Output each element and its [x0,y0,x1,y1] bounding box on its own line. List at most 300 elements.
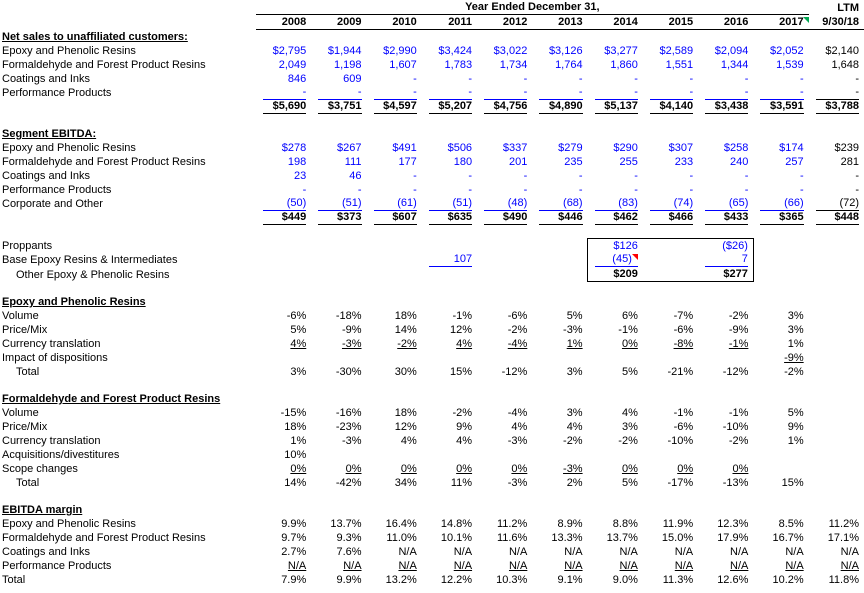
m-formaldehyde-label: Formaldehyde and Forest Product Resins [2,532,206,544]
ns-performance-cell-7: - [643,86,698,100]
ff-acquisitions-cell-9 [753,448,808,462]
ff-price-mix-cell-2: 12% [394,421,417,433]
eb-performance-cell-3: - [468,184,473,196]
other-epoxy-cell-7 [643,267,698,282]
spacer-2 [0,225,864,239]
segment-ebitda-section-cell-7 [643,127,698,141]
ns-epoxy-cell-7: $2,589 [659,45,694,57]
eb-performance-cell-8: - [744,184,749,196]
year-header-2015: 2015 [643,15,698,30]
ep-dispositions-cell-5 [532,351,587,365]
ff-volume-cell-6: 4% [621,407,638,419]
ebitda-margin-section-cell-2 [367,503,422,517]
epoxy-pct-section [0,295,864,309]
eb-formaldehyde-cell-10: 281 [840,156,859,168]
ns-total-cell-9: $3,591 [753,100,808,114]
proppants-cell-5 [532,239,587,254]
eb-total-cell-7: $466 [643,211,698,225]
ns-epoxy-cell-6: $3,277 [604,45,638,57]
ep-total-cell-0: 3% [290,366,307,378]
other-epoxy-cell-1 [311,267,366,282]
epoxy-pct-section-label: Epoxy and Phenolic Resins [2,296,146,308]
ff-scope-cell-0: 0% [290,463,307,475]
m-epoxy-cell-2: 16.4% [385,518,417,530]
eb-epoxy-cell-7: $307 [668,142,694,154]
ff-scope-cell-2: 0% [400,463,417,475]
eb-formaldehyde-cell-2: 177 [398,156,417,168]
ns-performance-cell-9: - [753,86,808,100]
m-total-label: Total [2,574,26,586]
m-performance-cell-9: N/A [785,560,804,572]
base-epoxy-cell-6: (45) [588,253,643,267]
ns-formaldehyde-cell-3: 1,783 [444,59,473,71]
ns-performance-cell-6: - [588,86,643,100]
ns-performance-label: Performance Products [2,87,112,99]
ep-volume-cell-4: -6% [507,310,528,322]
m-formaldehyde-cell-8: 17.9% [717,532,749,544]
eb-performance-cell-1: - [357,184,362,196]
epoxy-pct-section-cell-5 [532,295,587,309]
segment-ebitda-section [0,127,864,141]
eb-formaldehyde-cell-7: 233 [674,156,694,168]
ff-price-mix-cell-9: 9% [787,421,804,433]
m-total-cell-7: 11.3% [662,574,694,586]
m-coatings-cell-1: 7.6% [336,546,362,558]
eb-performance-cell-5: - [578,184,583,196]
m-performance-cell-0: N/A [287,560,307,572]
year-header-2014: 2014 [588,15,643,30]
segment-ebitda-section-cell-9 [753,127,808,141]
net-sales-section-cell-5 [532,30,587,45]
ns-performance-cell-0: - [256,86,311,100]
eb-corporate-cell-2: (61) [367,197,422,211]
ns-total [0,100,864,114]
ff-total [0,476,864,490]
ebitda-margin-section-label: EBITDA margin [2,504,83,516]
ff-currency-cell-1: -3% [341,435,362,447]
proppants-cell-10 [809,239,864,254]
ns-coatings-cell-6: - [634,73,638,85]
m-epoxy-cell-10: 11.2% [828,518,859,530]
ebitda-margin-section-cell-3 [422,503,477,517]
m-formaldehyde-cell-2: 11.0% [386,532,417,544]
segment-ebitda-section-cell-4 [477,127,532,141]
ns-coatings-cell-8: - [744,73,749,85]
ep-volume-cell-7: -7% [673,310,694,322]
ep-dispositions-cell-3 [422,351,477,365]
m-formaldehyde-cell-10: 17.1% [827,532,859,544]
ns-epoxy-cell-8: $2,094 [714,45,749,57]
eb-coatings-cell-9: - [799,170,804,182]
eb-epoxy-cell-5: $279 [558,142,583,154]
proppants-cell-9 [753,239,808,254]
m-epoxy-cell-3: 14.8% [440,518,473,530]
ep-total-cell-5: 3% [566,366,583,378]
ff-pct-section-cell-5 [532,392,587,406]
m-total-cell-3: 12.2% [440,574,473,586]
ns-coatings-cell-10: - [855,73,859,85]
ltm-date-header: 9/30/18 [809,15,864,30]
ns-formaldehyde [0,58,864,72]
ff-acquisitions-cell-6 [588,448,643,462]
ep-volume-cell-5: 5% [566,310,583,322]
m-performance-cell-10: N/A [840,560,859,572]
segment-ebitda-section-cell-5 [532,127,587,141]
ns-total-cell-10: $3,788 [809,100,864,114]
ns-total-cell-5: $4,890 [532,100,587,114]
base-epoxy-cell-2 [367,253,422,267]
m-epoxy-cell-7: 11.9% [662,518,694,530]
m-performance-cell-6: N/A [619,560,638,572]
net-sales-section-cell-0 [256,30,311,45]
eb-corporate-cell-9: (66) [753,197,808,211]
eb-formaldehyde-cell-6: 255 [619,156,638,168]
ep-price-mix [0,323,864,337]
eb-performance-cell-0: - [302,184,307,196]
ns-formaldehyde-cell-5: 1,764 [555,59,583,71]
proppants-cell-7 [643,239,698,254]
m-coatings-cell-8: N/A [730,546,749,558]
eb-corporate-label: Corporate and Other [2,198,103,210]
other-epoxy-cell-5 [532,267,587,282]
eb-performance [0,183,864,197]
ep-currency-cell-7: -8% [673,338,694,350]
eb-coatings-cell-3: - [468,170,473,182]
ff-pct-section-cell-4 [477,392,532,406]
m-performance-cell-3: N/A [453,560,473,572]
m-formaldehyde-cell-6: 13.7% [606,532,638,544]
ns-performance-cell-4: - [477,86,532,100]
eb-epoxy-label: Epoxy and Phenolic Resins [2,142,136,154]
eb-corporate-cell-10: (72) [809,197,864,211]
eb-coatings-cell-2: - [413,170,417,182]
eb-total-cell-6: $462 [588,211,643,225]
ff-scope-cell-5: -3% [563,463,583,475]
ff-total-cell-3: 11% [450,477,473,489]
ep-volume-cell-6: 6% [621,310,638,322]
eb-total-cell-8: $433 [698,211,753,225]
ff-currency-cell-0: 1% [290,435,307,447]
ebitda-margin-section-cell-1 [311,503,366,517]
m-epoxy-cell-9: 8.5% [778,518,804,530]
eb-total-cell-5: $446 [532,211,587,225]
ebitda-margin-section-cell-7 [643,503,698,517]
ep-currency-cell-8: -1% [728,338,749,350]
proppants-cell-1 [311,239,366,254]
m-performance-cell-4: N/A [508,560,528,572]
eb-coatings-cell-10: - [855,170,859,182]
ff-price-mix-cell-10 [809,420,864,434]
eb-corporate [0,197,864,211]
ep-price-mix-cell-0: 5% [290,324,307,336]
ff-scope-cell-9 [753,462,808,476]
ep-price-mix-cell-9: 3% [787,324,804,336]
ep-volume-cell-8: -2% [728,310,749,322]
segment-ebitda-section-cell-0 [256,127,311,141]
ff-scope-cell-10 [809,462,864,476]
ns-formaldehyde-cell-4: 1,734 [499,59,528,71]
eb-epoxy-cell-4: $337 [502,142,528,154]
eb-formaldehyde-cell-9: 257 [785,156,804,168]
eb-coatings-cell-0: 23 [294,170,307,182]
m-performance [0,559,864,573]
ep-dispositions-cell-2 [367,351,422,365]
ff-pct-section-label: Formaldehyde and Forest Product Resins [2,393,221,405]
base-epoxy-cell-4 [477,253,532,267]
ff-scope-cell-1: 0% [345,463,362,475]
ff-volume-cell-10 [809,406,864,420]
m-coatings-cell-3: N/A [453,546,473,558]
ep-currency-cell-4: -4% [507,338,528,350]
ns-epoxy-cell-9: $2,052 [770,45,804,57]
m-formaldehyde-cell-4: 11.6% [496,532,528,544]
epoxy-pct-section-cell-2 [367,295,422,309]
eb-total-cell-2: $607 [367,211,422,225]
ff-price-mix-cell-4: 4% [511,421,528,433]
ff-currency-cell-9: 1% [787,435,804,447]
ep-currency-cell-0: 4% [290,338,307,350]
other-epoxy-cell-10 [809,267,864,282]
ep-price-mix-cell-6: -1% [618,324,638,336]
ff-volume-cell-1: -16% [335,407,362,419]
ns-performance-cell-5: - [532,86,587,100]
ebitda-margin-section-cell-6 [588,503,643,517]
m-coatings-cell-2: N/A [398,546,417,558]
epoxy-pct-section-cell-3 [422,295,477,309]
ep-price-mix-cell-8: -9% [728,324,749,336]
red-note-icon [632,254,638,260]
spacer-3 [0,282,864,296]
spacer-1 [0,114,864,127]
ff-total-cell-10 [809,476,864,490]
eb-epoxy-cell-6: $290 [613,142,638,154]
ns-formaldehyde-cell-0: 2,049 [278,59,307,71]
ep-total-cell-3: 15% [450,366,473,378]
ff-price-mix-cell-0: 18% [284,421,307,433]
other-epoxy [0,267,864,282]
ep-dispositions-cell-10 [809,351,864,365]
ep-price-mix-cell-7: -6% [673,324,694,336]
eb-performance-cell-7: - [689,184,694,196]
ff-currency-cell-2: 4% [400,435,417,447]
proppants-cell-8: ($26) [698,239,753,254]
m-epoxy-cell-4: 11.2% [496,518,528,530]
ep-dispositions-cell-9: -9% [784,352,804,364]
segment-ebitda-section-cell-10 [809,127,864,141]
ff-scope-cell-3: 0% [456,463,473,475]
eb-coatings-cell-7: - [689,170,694,182]
ns-epoxy-cell-1: $1,944 [327,45,362,57]
base-epoxy [0,253,864,267]
net-sales-section-cell-10 [809,30,864,45]
m-coatings-cell-4: N/A [508,546,528,558]
ep-total [0,365,864,379]
m-epoxy-label: Epoxy and Phenolic Resins [2,518,136,530]
net-sales-section-cell-1 [311,30,366,45]
ep-total-cell-8: -12% [722,366,749,378]
spacer-1 [0,114,864,127]
eb-coatings-label: Coatings and Inks [2,170,91,182]
m-total-cell-6: 9.0% [612,574,638,586]
net-sales-section-cell-8 [698,30,753,45]
ep-currency [0,337,864,351]
m-epoxy-cell-0: 9.9% [281,518,307,530]
ns-total-cell-2: $4,597 [367,100,422,114]
ff-acquisitions-cell-5 [532,448,587,462]
m-total-cell-0: 7.9% [281,574,307,586]
epoxy-pct-section-cell-10 [809,295,864,309]
proppants [0,239,864,254]
ff-currency-cell-5: -2% [563,435,583,447]
base-epoxy-cell-3: 107 [422,253,477,267]
ns-formaldehyde-cell-8: 1,344 [720,59,749,71]
ff-pct-section-cell-10 [809,392,864,406]
ep-price-mix-cell-4: -2% [507,324,528,336]
ff-total-cell-2: 34% [394,477,417,489]
eb-formaldehyde-cell-0: 198 [287,156,307,168]
segment-ebitda-section-label: Segment EBITDA: [2,128,97,140]
year-header-2012: 2012 [477,15,532,30]
ebitda-margin-section-cell-10 [809,503,864,517]
year-header-2008: 2008 [256,15,311,30]
spacer-3 [0,282,864,296]
eb-total-label [0,211,256,225]
ns-performance [0,86,864,100]
header-spacer [0,0,256,15]
ep-currency-cell-6: 0% [621,338,638,350]
base-epoxy-cell-0 [256,253,311,267]
ebitda-margin-section-cell-4 [477,503,532,517]
eb-formaldehyde-cell-3: 180 [453,156,473,168]
ep-price-mix-label: Price/Mix [2,324,48,336]
ns-coatings-cell-3: - [468,73,473,85]
ep-price-mix-cell-10 [809,323,864,337]
ns-performance-cell-3: - [422,86,477,100]
segment-ebitda-section-cell-6 [588,127,643,141]
ep-currency-cell-2: -2% [397,338,417,350]
ep-volume-cell-9: 3% [787,310,804,322]
ep-dispositions-cell-0 [256,351,311,365]
eb-formaldehyde-label: Formaldehyde and Forest Product Resins [2,156,206,168]
eb-coatings [0,169,864,183]
ep-total-cell-6: 5% [621,366,638,378]
ep-price-mix-cell-3: 12% [450,324,473,336]
ns-formaldehyde-cell-2: 1,607 [389,59,417,71]
m-performance-cell-8: N/A [730,560,749,572]
spacer-4 [0,379,864,392]
ns-coatings-cell-2: - [413,73,417,85]
ff-volume-cell-9: 5% [787,407,804,419]
ff-price-mix-cell-5: 4% [566,421,583,433]
ep-dispositions-cell-1 [311,351,366,365]
proppants-cell-3 [422,239,477,254]
year-header-2011: 2011 [422,15,477,30]
epoxy-pct-section-cell-9 [753,295,808,309]
epoxy-pct-section-cell-4 [477,295,532,309]
ep-volume-cell-1: -18% [335,310,362,322]
eb-performance-label: Performance Products [2,184,112,196]
ns-epoxy-cell-0: $2,795 [272,45,307,57]
m-formaldehyde-cell-0: 9.7% [281,532,307,544]
ns-epoxy-cell-2: $2,990 [383,45,417,57]
m-total [0,573,864,587]
m-performance-cell-7: N/A [674,560,694,572]
ebitda-margin-section-cell-8 [698,503,753,517]
header-row-years [0,15,864,30]
ff-price-mix-cell-1: -23% [335,421,362,433]
m-performance-label: Performance Products [2,560,112,572]
ns-total-cell-6: $5,137 [588,100,643,114]
ep-dispositions-cell-7 [643,351,698,365]
ff-volume-cell-3: -2% [452,407,473,419]
ns-total-cell-0: $5,690 [256,100,311,114]
eb-total-cell-9: $365 [753,211,808,225]
eb-corporate-cell-0: (50) [256,197,311,211]
ff-acquisitions-label: Acquisitions/divestitures [2,449,120,461]
ep-price-mix-cell-5: -3% [563,324,583,336]
net-sales-section-cell-7 [643,30,698,45]
epoxy-pct-section-cell-0 [256,295,311,309]
other-epoxy-cell-3 [422,267,477,282]
ff-acquisitions-cell-8 [698,448,753,462]
eb-formaldehyde-cell-8: 240 [730,156,749,168]
m-epoxy-cell-8: 12.3% [717,518,749,530]
eb-total-cell-3: $635 [422,211,477,225]
ns-coatings-cell-4: - [523,73,528,85]
ff-pct-section-cell-0 [256,392,311,406]
eb-epoxy-cell-1: $267 [337,142,362,154]
ep-price-mix-cell-2: 14% [394,324,417,336]
other-epoxy-cell-0 [256,267,311,282]
ff-total-cell-5: 2% [566,477,583,489]
ff-acquisitions-cell-3 [422,448,477,462]
ff-currency [0,434,864,448]
m-performance-cell-5: N/A [564,560,583,572]
epoxy-pct-section-cell-8 [698,295,753,309]
ep-total-label: Total [16,366,40,378]
m-performance-cell-2: N/A [398,560,417,572]
ff-total-label: Total [16,477,40,489]
ff-acquisitions [0,448,864,462]
net-sales-section-label: Net sales to unaffiliated customers: [2,31,188,43]
ff-acquisitions-cell-0: 10% [284,449,307,461]
ns-total-cell-4: $4,756 [477,100,532,114]
ns-performance-cell-2: - [367,86,422,100]
eb-corporate-cell-7: (74) [643,197,698,211]
other-epoxy-label: Other Epoxy & Phenolic Resins [16,268,170,281]
m-total-cell-10: 11.8% [828,574,859,586]
ff-price-mix-cell-7: -6% [673,421,694,433]
proppants-cell-4 [477,239,532,254]
eb-coatings-cell-8: - [744,170,749,182]
ff-currency-cell-10 [809,434,864,448]
ns-formaldehyde-cell-9: 1,539 [776,59,804,71]
ff-pct-section-cell-8 [698,392,753,406]
ff-price-mix-cell-3: 9% [456,421,473,433]
eb-performance-cell-4: - [523,184,528,196]
ff-acquisitions-cell-1 [311,448,366,462]
ff-price-mix-label: Price/Mix [2,421,48,433]
m-coatings-cell-6: N/A [619,546,638,558]
ff-pct-section-cell-1 [311,392,366,406]
ns-epoxy-cell-3: $3,424 [438,45,473,57]
eb-performance-cell-10: - [855,184,859,196]
eb-total-cell-4: $490 [477,211,532,225]
ff-volume-cell-2: 18% [394,407,417,419]
other-epoxy-cell-8: $277 [698,267,753,282]
ff-total-cell-1: -42% [335,477,362,489]
ff-pct-section [0,392,864,406]
